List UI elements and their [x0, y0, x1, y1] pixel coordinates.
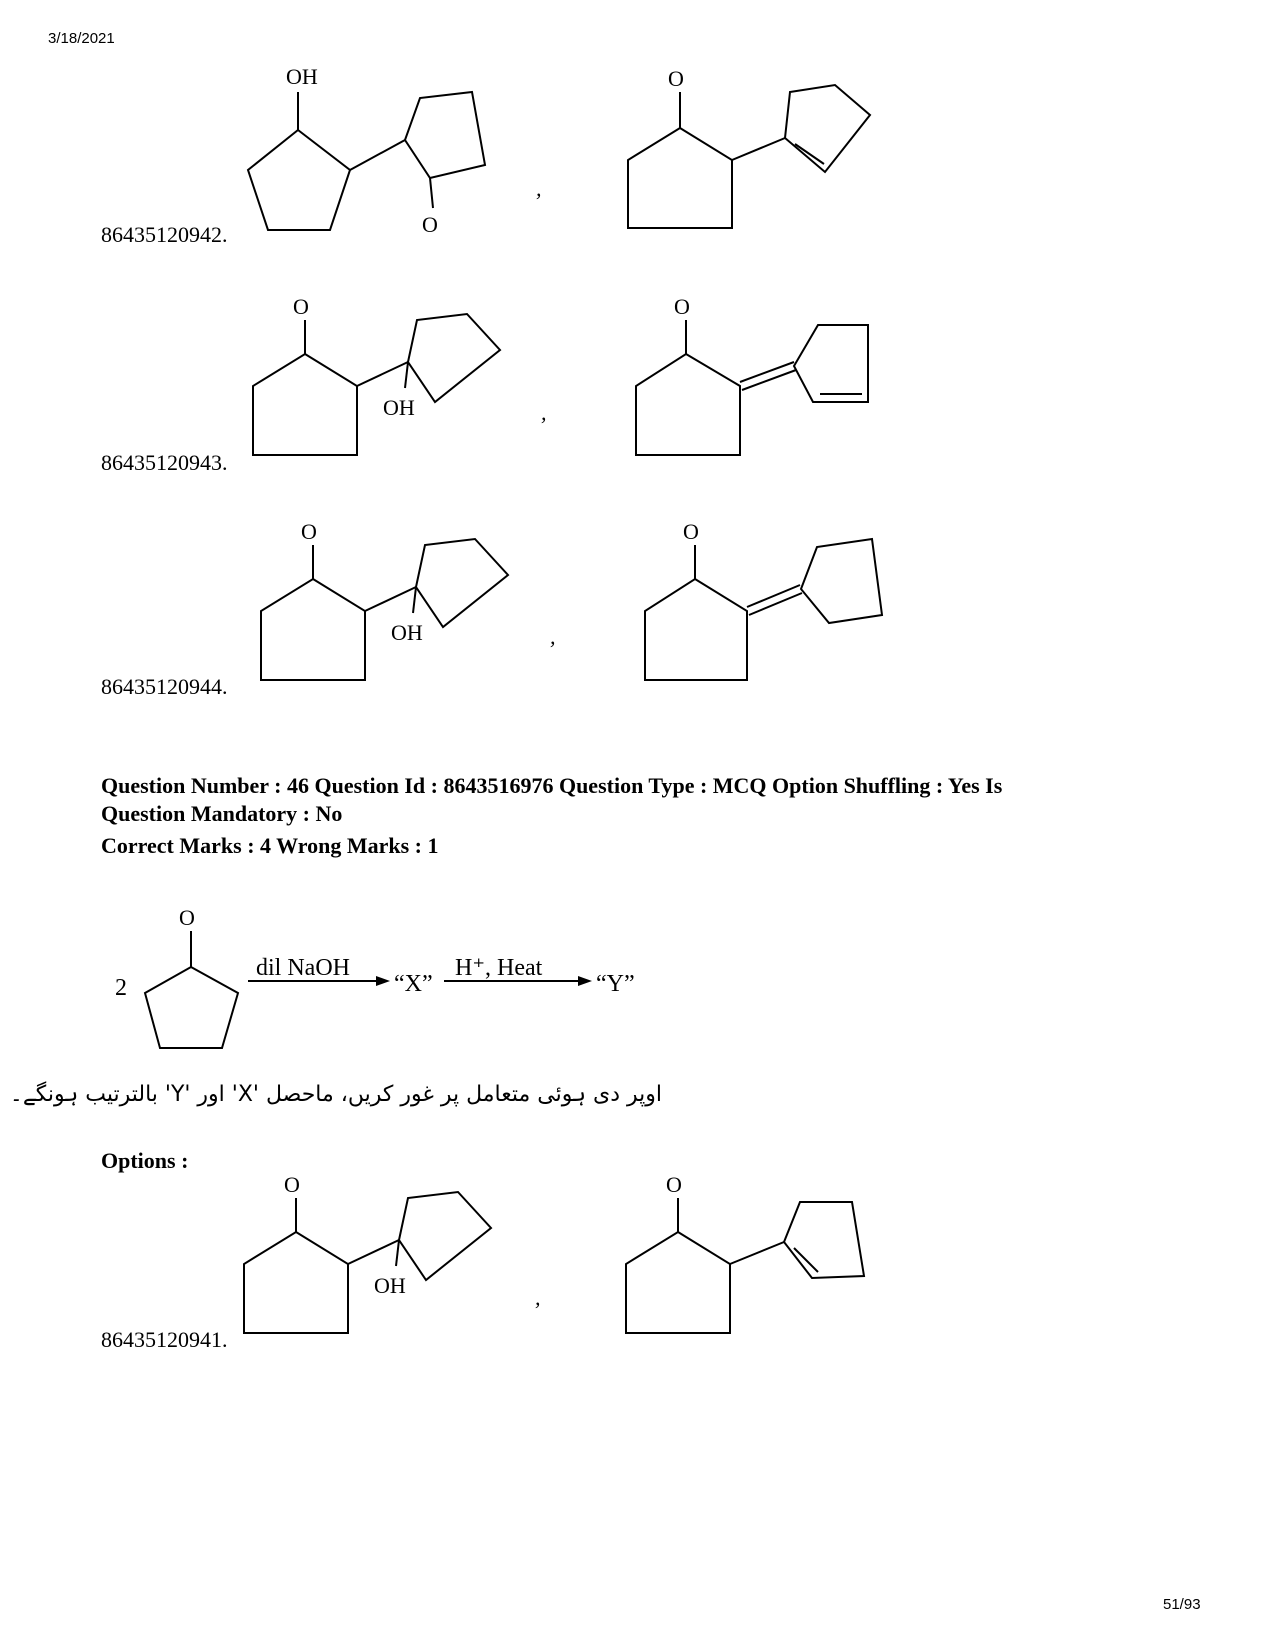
structure-enone-b — [622, 1168, 892, 1348]
hydroxyl-label: OH — [374, 1273, 406, 1298]
stoichiometric-coefficient: 2 — [115, 975, 127, 1001]
carbonyl-oxygen-label: O — [293, 294, 309, 319]
reaction-scheme — [110, 905, 670, 1065]
structure-aldol-hydroxy-ketone-a — [240, 60, 520, 250]
intermediate-x: “X” — [394, 971, 433, 997]
separator-comma: , — [536, 176, 542, 201]
structure-enone-a — [620, 60, 890, 250]
cyclopentanone-ring — [145, 967, 238, 1048]
question-mandatory: Question Mandatory : No — [101, 801, 343, 826]
question-text-urdu: اوپر دی ہوئی متعامل پر غور کریں، ماحصل 'X' اور 'Y' بالترتیب ہونگے۔ — [9, 1082, 662, 1107]
reagent-acid-heat: H⁺, Heat — [455, 955, 543, 981]
print-date: 3/18/2021 — [48, 30, 115, 47]
carbonyl-oxygen-label: O — [284, 1172, 300, 1197]
structure-aldol-hydroxy-ketone-d — [236, 1168, 516, 1348]
page-number: 51/93 — [1163, 1596, 1201, 1613]
options-label: Options : — [101, 1148, 189, 1173]
carbonyl-oxygen-label: O — [179, 905, 195, 930]
carbonyl-oxygen-label: O — [301, 519, 317, 544]
option-id: 86435120943. — [101, 450, 228, 475]
question-header: Question Number : 46 Question Id : 8643516976 Question Type : MCQ Option Shuffling : Yes Is — [101, 773, 1003, 798]
structure-exocyclic-dienone — [628, 290, 898, 470]
arrowhead-2 — [578, 976, 592, 986]
reagent-dil-naoh: dil NaOH — [256, 955, 350, 981]
product-y: “Y” — [596, 971, 635, 997]
separator-comma: , — [541, 400, 547, 425]
carbonyl-oxygen-label: O — [683, 519, 699, 544]
carbonyl-oxygen-label: O — [668, 66, 684, 91]
structure-cyclopentylidene-ketone — [637, 515, 907, 695]
separator-comma: , — [550, 624, 556, 649]
hydroxyl-label: OH — [391, 620, 423, 645]
hydroxyl-label: OH — [286, 64, 318, 89]
structure-aldol-hydroxy-ketone-b — [245, 290, 525, 470]
question-marks: Correct Marks : 4 Wrong Marks : 1 — [101, 833, 439, 858]
option-id: 86435120941. — [101, 1327, 228, 1352]
hydroxyl-label: OH — [383, 395, 415, 420]
carbonyl-oxygen-label: O — [666, 1172, 682, 1197]
structure-aldol-hydroxy-ketone-c — [253, 515, 533, 695]
separator-comma: , — [535, 1285, 541, 1310]
carbonyl-oxygen-label: O — [422, 212, 438, 237]
carbonyl-oxygen-label: O — [674, 294, 690, 319]
option-id: 86435120942. — [101, 222, 228, 247]
option-id: 86435120944. — [101, 674, 228, 699]
arrowhead-1 — [376, 976, 390, 986]
